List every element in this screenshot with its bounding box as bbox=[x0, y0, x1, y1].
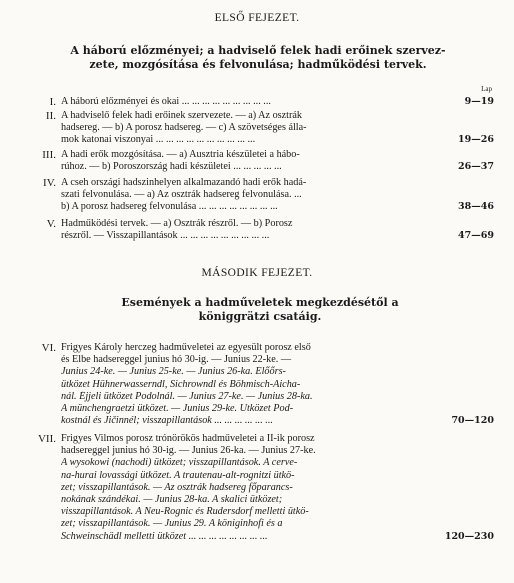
entry-number: VI. bbox=[41, 342, 56, 354]
entry-line: kostnál és Jičinnél; visszapillantások ... ... ... ... ... ... bbox=[61, 415, 273, 427]
entry-line: hadsereggel junius hó 30-ig. — Junius 26-ka. — Junius 27-ke. bbox=[61, 445, 316, 457]
chapter-2-subtitle-line: königgrätzi csatáig. bbox=[198, 310, 322, 323]
toc-entry bbox=[24, 177, 494, 214]
entry-pages: 19—26 bbox=[458, 134, 494, 146]
toc-entry bbox=[24, 96, 494, 109]
entry-line: Frigyes Károly herczeg hadműveletei az egyesült porosz első bbox=[61, 342, 311, 353]
entry-line: A cseh országi hadszinhelyen alkalmazandó hadi erők hadá- bbox=[61, 177, 307, 188]
entry-line: nokának szándékai. — Junius 28-ka. A skalici ütközet; bbox=[61, 494, 283, 506]
entry-line: hadsereg. — b) A porosz hadsereg. — c) A szövetséges álla- bbox=[61, 122, 307, 134]
chapter-1-subtitle-line: A háború előzményei; a hadviselő felek hadi erőinek szervez- bbox=[70, 44, 446, 57]
entry-text bbox=[61, 342, 459, 427]
entry-line: Junius 24-ke. — Junius 25-ke. — Junius 26-ka. Előőrs- bbox=[61, 366, 286, 378]
entry-line: ütközet Hühnerwasserndl, Sichrowndl és Böhmisch-Aicha- bbox=[61, 378, 301, 390]
toc-entry bbox=[24, 218, 494, 243]
entry-pages: 9—19 bbox=[464, 96, 494, 107]
entry-number: VII. bbox=[37, 433, 56, 445]
entry-pages: 47—69 bbox=[458, 230, 494, 242]
entry-line: nál. Éjjeli ütközet Podolnál. — Junius 27-ke. — Junius 28-ka. bbox=[61, 390, 313, 402]
entry-line: b) A porosz hadsereg felvonulása ... ... ... ... ... ... ... ... bbox=[61, 201, 278, 213]
entry-text bbox=[61, 218, 459, 242]
entry-line: zet; visszapillantások. — Junius 29. A königinhofi és a bbox=[61, 518, 283, 530]
toc-entry bbox=[24, 110, 494, 147]
entry-text bbox=[61, 96, 459, 108]
entry-line: A münchengraetzi ütközet. — Junius 29-ke. Ütközet Pod- bbox=[61, 403, 294, 415]
chapter-2-title: MÁSODIK FEJEZET. bbox=[201, 267, 313, 279]
entry-line: visszapillantások. A Neu-Rognic és Rudersdorf melletti ütkö- bbox=[61, 506, 309, 518]
entry-line: A háború előzményei és okai ... ... ... ... ... ... ... ... ... bbox=[61, 96, 271, 107]
entry-line: A hadviselő felek hadi erőinek szervezete. — a) Az osztrák bbox=[61, 110, 303, 121]
entry-text bbox=[61, 433, 459, 543]
entry-pages: 26—37 bbox=[458, 161, 494, 173]
entry-pages: 120—230 bbox=[444, 530, 494, 542]
entry-line: Hadműködési tervek. — a) Osztrák részről. — b) Porosz bbox=[61, 218, 293, 229]
toc-entry bbox=[24, 149, 494, 174]
toc-entry bbox=[24, 342, 494, 428]
entry-line: részről. — Visszapillantások ... ... ... ... ... ... ... ... ... bbox=[61, 230, 270, 242]
chapter-1-title: ELSŐ FEJEZET. bbox=[214, 12, 300, 24]
entry-line: A wysokowi (nachodi) ütközet; visszapillantások. A cerve- bbox=[61, 457, 298, 469]
chapter-1-subtitle-line: zete, mozgósítása és felvonulása; hadműködési tervek. bbox=[89, 58, 427, 71]
entry-text bbox=[61, 177, 459, 214]
entry-line: szati felvonulása. — a) Az osztrák hadsereg felvonulása. ... bbox=[61, 189, 302, 201]
entry-line: na-hurai lovassági ütközet. A trautenau-alt-rognitzi ütkö- bbox=[61, 469, 295, 481]
entry-number: IV. bbox=[43, 177, 56, 189]
entry-number: I. bbox=[49, 96, 56, 108]
entry-line: mok katonai viszonyai ... ... ... ... ... ... ... ... ... ... bbox=[61, 134, 256, 146]
entry-number: II. bbox=[45, 110, 56, 122]
entry-text bbox=[61, 149, 459, 173]
entry-line: zet; visszapillantások. — Az osztrák hadsereg főparancs- bbox=[61, 481, 293, 493]
entry-line: és Elbe hadsereggel junius hó 30-ig. — Junius 22-ke. — bbox=[61, 354, 292, 366]
chapter-1-subtitle bbox=[6, 44, 510, 72]
entry-pages: 70—120 bbox=[451, 415, 494, 427]
entry-pages: 38—46 bbox=[458, 201, 494, 213]
entry-line: Schweinschädl melletti ütközet ... ... ... ... ... ... ... ... bbox=[61, 530, 268, 542]
entry-text bbox=[61, 110, 459, 147]
page-column-label: Lap bbox=[481, 85, 492, 93]
entry-line: Frigyes Vilmos porosz trónörökös hadműveletei a II-ik porosz bbox=[61, 433, 315, 444]
chapter-2-subtitle bbox=[40, 296, 480, 324]
entry-number: V. bbox=[46, 218, 56, 230]
entry-line: A hadi erők mozgósítása. — a) Ausztria készületei a hábo- bbox=[61, 149, 300, 160]
chapter-2-subtitle-line: Események a hadműveletek megkezdésétől a bbox=[121, 296, 399, 309]
entry-line: rúhoz. — b) Poroszország hadi készületei ... ... ... ... ... bbox=[61, 161, 282, 173]
entry-number: III. bbox=[42, 149, 56, 161]
toc-entry bbox=[24, 433, 494, 545]
